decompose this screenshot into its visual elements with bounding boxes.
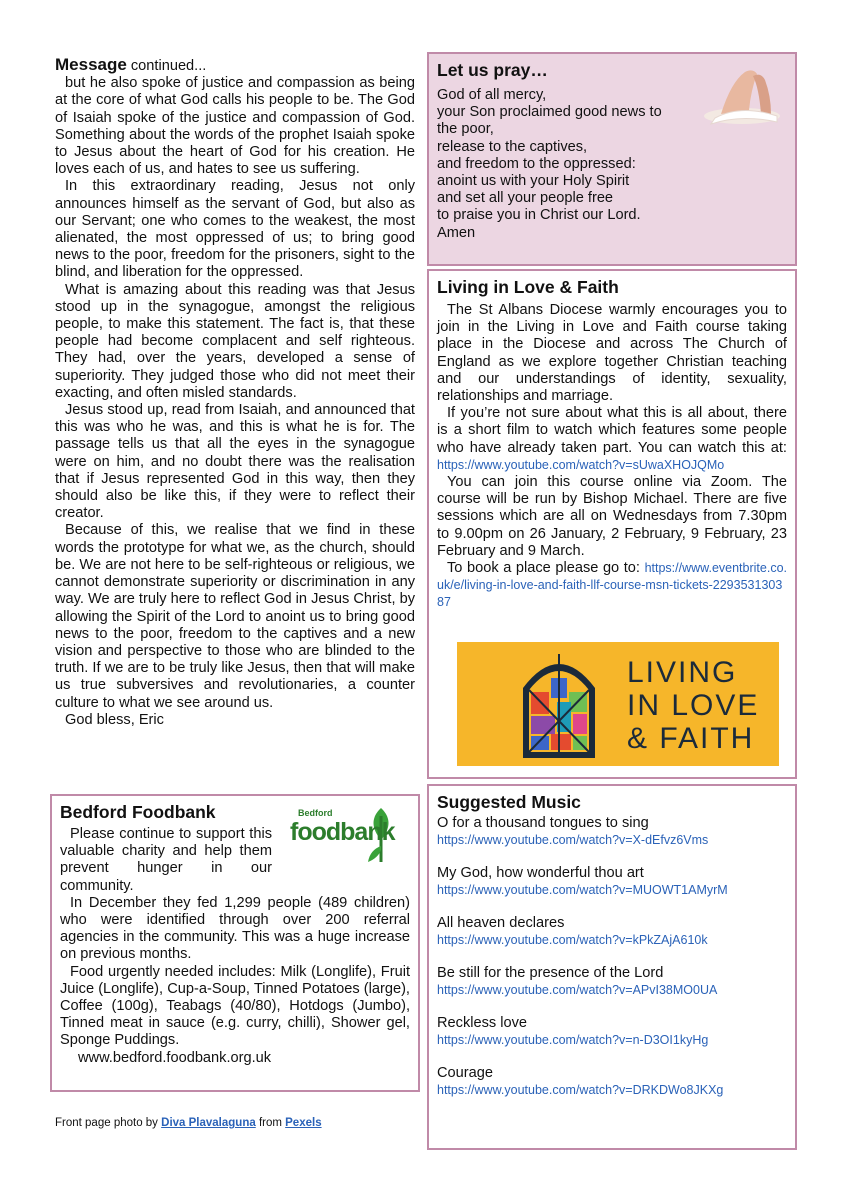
song-link[interactable]: https://www.youtube.com/watch?v=MUOWT1AMyrM <box>437 883 728 897</box>
foodbank-logo-word: foodbank <box>290 818 395 846</box>
stained-glass-window-icon <box>519 648 599 760</box>
llf-body <box>437 302 787 612</box>
message-heading: Message <box>55 55 127 74</box>
llf-box <box>427 269 797 779</box>
song-title: Courage <box>437 1065 493 1081</box>
credit-author-link[interactable]: Diva Plavalaguna <box>161 1117 256 1129</box>
llf-logo-line: IN LOVE <box>627 689 760 722</box>
llf-paragraph <box>437 405 787 474</box>
credit-mid: from <box>255 1117 286 1129</box>
llf-paragraph: You can join this course online via Zoom. The course will be run by Bishop Michael. There are five sessions which are all on Wednesdays from 7.30pm to 9.00pm on 26 January, 2 February, 9 February, 23 February and 9 March. <box>437 474 787 559</box>
foodbank-box <box>50 794 420 1092</box>
llf-video-link[interactable]: https://www.youtube.com/watch?v=sUwaXHOJQMo <box>437 457 725 472</box>
prayer-line: release to the captives, <box>437 138 588 155</box>
prayer-line: anoint us with your Holy Spirit <box>437 173 630 190</box>
song-link[interactable]: https://www.youtube.com/watch?v=kPkZAjA610k <box>437 933 708 947</box>
llf-paragraph: The St Albans Diocese warmly encourages you to join in the Living in Love and Faith course taking place in the Diocese and across The Church of England as we explore together Christian teaching and our understandings of identity, sexuality, relationships and marriage. <box>437 302 787 405</box>
message-signoff: God bless, Eric <box>65 711 164 728</box>
song-link[interactable]: https://www.youtube.com/watch?v=DRKDWo8JKXg <box>437 1083 724 1097</box>
prayer-line: and set all your people free <box>437 190 614 207</box>
song-title: Reckless love <box>437 1015 528 1031</box>
message-paragraph: but he also spoke of justice and compassion as being at the core of what God calls his people to be. The God of Isaiah spoke of the justice and compassion of God. Something about the words of the prophet Isaiah spoke to Jesus about the heart of God for his creation. He loves each of us, and hates to see us suffering. <box>55 75 415 178</box>
llf-logo-text <box>627 656 759 755</box>
song-link[interactable]: https://www.youtube.com/watch?v=n-D3OI1kyHg <box>437 1033 709 1047</box>
foodbank-paragraph: In December they fed 1,299 people (489 children) who were identified through over 200 referral agencies in the community. This was a huge increase on previous months. <box>60 894 410 963</box>
llf-watch-text: If you’re not sure about what this is all about, there is a short film to watch which features some people who have already taken part. You can watch this at: <box>437 405 787 456</box>
prayer-line: to praise you in Christ our Lord. <box>437 207 641 224</box>
music-item <box>437 865 787 898</box>
message-paragraph: Because of this, we realise that we find in these words the prototype for what we, as the church, should be. We are not here to be self-righteous or religious, we cannot demonstrate superiority or discrimination in any way. We are truly here to reflect God in Jesus Christ, by allowing the Spirit of the Lord to anoint us to bring good news to the poor, freedom to the captives and a new vision and perspective to those who are blinded to the truth. If we are to be truly like Jesus, then that will make us true subversives and revolutionaries, a counter culture to what we see around us. <box>55 522 415 711</box>
message-heading-suffix: continued... <box>126 58 207 74</box>
llf-title: Living in Love & Faith <box>437 277 619 297</box>
photo-credit <box>55 1117 322 1129</box>
message-article <box>55 56 415 729</box>
prayer-box <box>427 52 797 266</box>
song-title: O for a thousand tongues to sing <box>437 815 649 831</box>
music-box <box>427 784 797 1150</box>
message-paragraph: Jesus stood up, read from Isaiah, and announced that this was who he was, and this is what he is for. The passage tells us that all the eyes in the synagogue were on him, and no doubt there was the realisation that if Jesus represented God in this way, then they should also be like this, if they were to reflect their creator. <box>55 402 415 522</box>
prayer-line: the poor, <box>437 121 494 138</box>
music-item <box>437 965 787 998</box>
song-title: All heaven declares <box>437 915 565 931</box>
llf-book-text: To book a place please go to: <box>447 560 640 577</box>
foodbank-paragraph: Food urgently needed includes: Milk (Longlife), Fruit Juice (Longlife), Cup-a-Soup, Tinned Potatoes (large), Coffee (100g), Teabags (40/80), Hotdogs (Jumbo), Tinned meat in sauce (e.g. curry, chilli), Shower gel, Sponge Puddings. <box>60 963 410 1049</box>
credit-prefix: Front page photo by <box>55 1117 162 1129</box>
foodbank-logo-small: Bedford <box>298 808 333 818</box>
message-paragraph: In this extraordinary reading, Jesus not only announces himself as the servant of God, but also as our Servant; one who comes to the weakest, the most alienated, the most oppressed of us; to bring good news to the poor, freedom for the prisoners, sight to the blind, and liberation for the oppressed. <box>55 178 415 281</box>
foodbank-title: Bedford Foodbank <box>60 802 216 822</box>
music-item <box>437 815 787 848</box>
foodbank-logo <box>290 806 400 868</box>
song-link[interactable]: https://www.youtube.com/watch?v=X-dEfvz6Vms <box>437 833 709 847</box>
music-title: Suggested Music <box>437 792 581 812</box>
prayer-line: your Son proclaimed good news to <box>437 104 662 121</box>
song-title: My God, how wonderful thou art <box>437 865 644 881</box>
foodbank-paragraph: Please continue to support this valuable charity and help them prevent hunger in our community. <box>60 826 272 894</box>
prayer-line: and freedom to the oppressed: <box>437 155 636 172</box>
credit-source-link[interactable]: Pexels <box>285 1117 322 1129</box>
praying-hands-icon <box>701 64 783 126</box>
prayer-title: Let us pray… <box>437 60 548 80</box>
music-item <box>437 1065 787 1098</box>
prayer-line: God of all mercy, <box>437 87 547 103</box>
prayer-line: Amen <box>437 224 476 241</box>
message-paragraph: What is amazing about this reading was that Jesus stood up in the synagogue, amongst the religious people, to make this statement. The fact is, that these people had become complacent and self righteous. They had, over the years, developed a sense of superiority. They judged those who did not meet their exacting, and often misled standards. <box>55 281 415 401</box>
llf-paragraph <box>437 560 787 612</box>
song-link[interactable]: https://www.youtube.com/watch?v=APvI38MO0UA <box>437 983 718 997</box>
music-item <box>437 915 787 948</box>
llf-booking-link[interactable]: https://www.eventbrite.co.uk/e/living-in-love-and-faith-llf-course-msn-tickets-229353130387 <box>437 561 787 610</box>
llf-logo-line: & FAITH <box>627 722 755 755</box>
llf-logo-line: LIVING <box>627 656 738 689</box>
llf-logo <box>457 642 779 766</box>
song-title: Be still for the presence of the Lord <box>437 965 664 981</box>
foodbank-website: www.bedford.foodbank.org.uk <box>78 1049 272 1066</box>
music-item <box>437 1015 787 1048</box>
